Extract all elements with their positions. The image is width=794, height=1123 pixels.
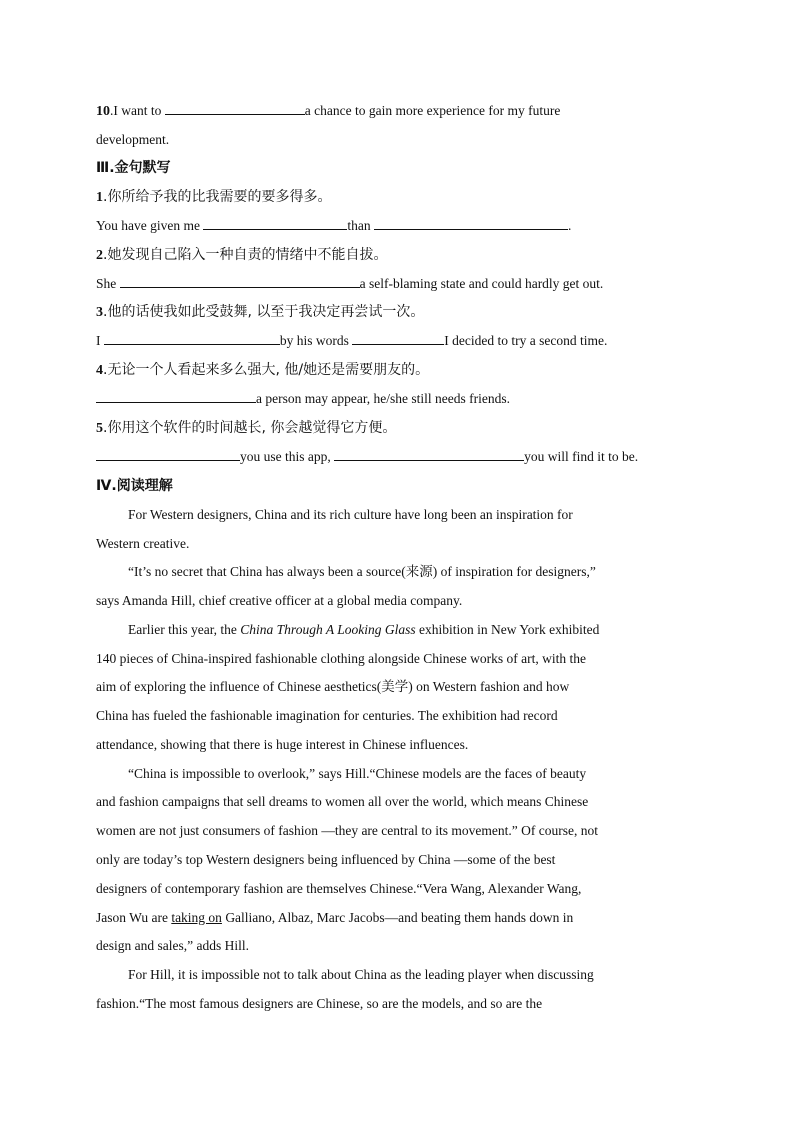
passage-line: says Amanda Hill, chief creative officer at a global media company. (96, 593, 463, 608)
sentence-number: 2 (96, 248, 103, 263)
passage-line (128, 620, 599, 640)
sentence-text: . (568, 218, 572, 233)
sentence-text: a self-blaming state and could hardly get out. (359, 276, 604, 291)
answer-blank[interactable] (203, 216, 347, 230)
chinese-prompt: .他的话使我如此受鼓舞, 以至于我决定再尝试一次。 (103, 304, 425, 320)
sentence-number: 3 (96, 305, 103, 320)
passage-line: aim of exploring the influence of Chinese aesthetics(美学) on Western fashion and how (96, 679, 570, 694)
chinese-prompt: .她发现自己陷入一种自责的情绪中不能自拔。 (103, 247, 388, 263)
chinese-prompt: .你所给予我的比我需要的要多得多。 (103, 189, 332, 205)
answer-blank[interactable] (96, 389, 256, 403)
passage-text: exhibition in New York exhibited (415, 622, 600, 637)
underlined-phrase: taking on (171, 910, 222, 925)
sentence-number: 5 (96, 421, 103, 436)
passage-line: attendance, showing that there is huge interest in Chinese influences. (96, 737, 469, 752)
sentence-text: you will find it to be. (524, 449, 639, 464)
passage-line: “It’s no secret that China has always been a source(来源) of inspiration for designers,” (128, 564, 596, 579)
passage-line: designers of contemporary fashion are themselves Chinese.“Vera Wang, Alexander Wang, (96, 881, 582, 896)
passage-text: Earlier this year, the (128, 622, 241, 637)
passage-line: 140 pieces of China-inspired fashionable clothing alongside Chinese works of art, with the (96, 651, 587, 666)
sentence-1-chinese (96, 187, 331, 208)
sentence-text: She (96, 276, 120, 291)
sentence-text: than (347, 218, 374, 233)
answer-blank[interactable] (96, 447, 240, 461)
passage-line: and fashion campaigns that sell dreams to women all over the world, which means Chinese (96, 794, 589, 809)
sentence-5-english (96, 447, 638, 467)
passage-line: design and sales,” adds Hill. (96, 938, 249, 953)
passage-line: For Hill, it is impossible not to talk about China as the leading player when discussing (128, 967, 594, 982)
answer-blank[interactable] (352, 331, 444, 345)
passage-text: Galliano, Albaz, Marc Jacobs—and beating them hands down in (221, 910, 574, 925)
sentence-text: you use this app, (240, 449, 335, 464)
question-10-line2 (96, 130, 169, 150)
chinese-prompt: .无论一个人看起来多么强大, 他/她还是需要朋友的。 (103, 362, 430, 378)
sentence-number: 1 (96, 190, 103, 205)
section-heading: Ⅳ.阅读理解 (96, 478, 173, 494)
passage-line: fashion.“The most famous designers are Chinese, so are the models, and so are the (96, 996, 543, 1011)
sentence-3-english (96, 331, 607, 351)
passage-line (96, 908, 573, 928)
sentence-text: I (96, 333, 104, 348)
answer-blank[interactable] (165, 101, 305, 115)
sentence-2-chinese (96, 245, 387, 266)
answer-blank[interactable] (374, 216, 568, 230)
sentence-text: I decided to try a second time. (444, 333, 608, 348)
passage-line: China has fueled the fashionable imagination for centuries. The exhibition had record (96, 708, 558, 723)
sentence-1-english (96, 216, 571, 236)
passage-line: “China is impossible to overlook,” says Hill.“Chinese models are the faces of beauty (128, 766, 587, 781)
answer-blank[interactable] (334, 447, 524, 461)
sentence-4-chinese (96, 360, 429, 381)
exhibition-title: China Through A Looking Glass (240, 622, 416, 637)
passage-text: Jason Wu are (96, 910, 172, 925)
question-text: development. (96, 132, 170, 147)
sentence-3-chinese (96, 302, 424, 323)
question-text: .I want to (110, 103, 165, 118)
sentence-text: You have given me (96, 218, 204, 233)
question-text: a chance to gain more experience for my future (304, 103, 561, 118)
sentence-text: by his words (279, 333, 353, 348)
passage-line: women are not just consumers of fashion —they are central to its movement.” Of course, not (96, 823, 598, 838)
sentence-5-chinese (96, 418, 396, 439)
sentence-2-english (96, 274, 603, 294)
passage-line: only are today’s top Western designers being influenced by China —some of the best (96, 852, 556, 867)
answer-blank[interactable] (120, 274, 360, 288)
passage-line: For Western designers, China and its rich culture have long been an inspiration for (128, 507, 573, 522)
question-number: 10 (96, 104, 110, 119)
chinese-prompt: .你用这个软件的时间越长, 你会越觉得它方便。 (103, 420, 397, 436)
sentence-4-english (96, 389, 510, 409)
passage-line: Western creative. (96, 536, 190, 551)
question-10-line1 (96, 101, 560, 122)
answer-blank[interactable] (104, 331, 280, 345)
sentence-number: 4 (96, 363, 103, 378)
sentence-text: a person may appear, he/she still needs friends. (256, 391, 511, 406)
section-heading: Ⅲ.金句默写 (96, 160, 171, 176)
